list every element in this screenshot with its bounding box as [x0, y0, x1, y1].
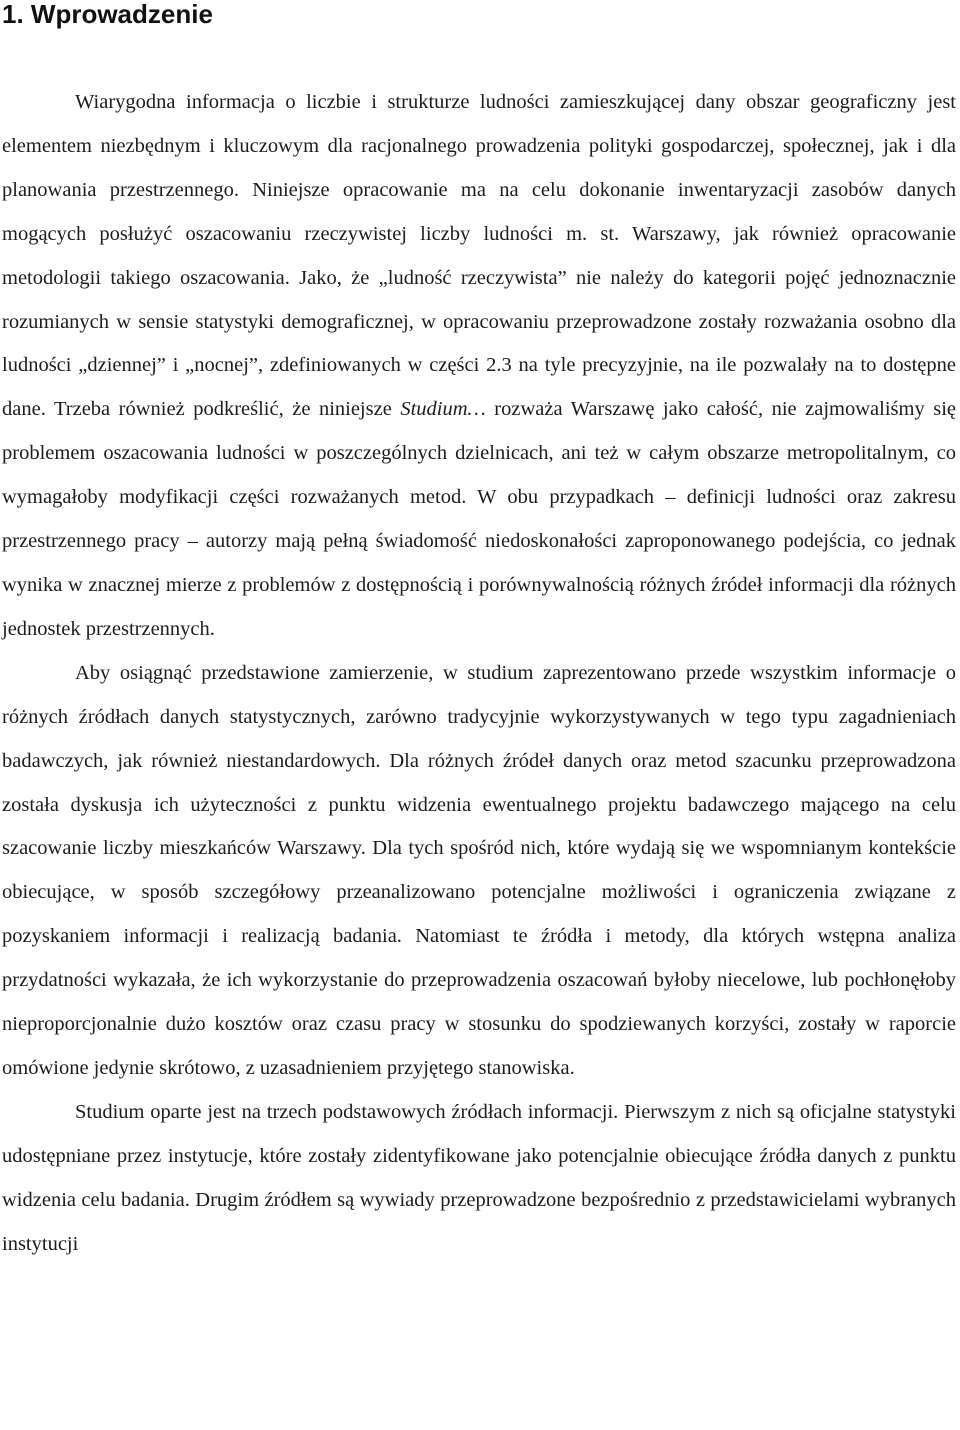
paragraph-1-text: Wiarygodna informacja o liczbie i strukturze ludności zamieszkującej dany obszar geograficzny jest elementem niezbędnym i kluczowym dla racjonalnego prowadzenia polityki gospodarczej, społecznej, jak i dla planowania przestrzennego. Niniejsze opracowanie ma na celu dokonanie inwentaryzacji zasobów danych mogących posłużyć oszacowaniu rzeczywistej liczby ludności m. st. Warszawy, jak również opracowanie metodologii takiego oszacowania. Jako, że „ludność rzeczywista” nie należy do kategorii pojęć jednoznacznie rozumianych w sensie statystyki demograficznej, w opracowaniu przeprowadzone zostały rozważania osobno dla ludności „dziennej” i „nocnej”, zdefiniowanych w części 2.3 na tyle precyzyjnie, na ile pozwalały na to dostępne dane. Trzeba również podkreślić, że niniejsze: [2, 91, 956, 421]
section-body: [2, 81, 956, 1266]
paragraph-1-italic-title: Studium…: [400, 398, 486, 421]
paragraph-1-text-continued: rozważa Warszawę jako całość, nie zajmowaliśmy się problemem oszacowania ludności w poszczególnych dzielnicach, ani też w całym obszarze metropolitalnym, co wymagałoby modyfikacji części rozważanych metod. W obu przypadkach – definicji ludności oraz zakresu przestrzennego pracy – autorzy mają pełną świadomość niedoskonałości zaproponowanego podejścia, co jednak wynika w znacznej mierze z problemów z dostępnością i porównywalnością różnych źródeł informacji dla różnych jednostek przestrzennych.: [2, 398, 956, 640]
paragraph-2: [2, 652, 956, 1091]
paragraph-3: [2, 1091, 956, 1267]
paragraph-3-text: Studium oparte jest na trzech podstawowych źródłach informacji. Pierwszym z nich są oficjalne statystyki udostępniane przez instytucje, które zostały zidentyfikowane jako potencjalnie obiecujące źródła danych z punktu widzenia celu badania. Drugim źródłem są wywiady przeprowadzone bezpośrednio z przedstawicielami wybranych instytucji: [2, 1100, 956, 1255]
paragraph-2-text: Aby osiągnąć przedstawione zamierzenie, w studium zaprezentowano przede wszystkim informacje o różnych źródłach danych statystycznych, zarówno tradycyjnie wykorzystywanych w tego typu zagadnieniach badawczych, jak również niestandardowych. Dla różnych źródeł danych oraz metod szacunku przeprowadzona została dyskusja ich użyteczności z punktu widzenia ewentualnego projektu badawczego mającego na celu szacowanie liczby mieszkańców Warszawy. Dla tych spośród nich, które wydają się we wspomnianym kontekście obiecujące, w sposób szczegółowy przeanalizowano potencjalne możliwości i ograniczenia związane z pozyskaniem informacji i realizacją badania. Natomiast te źródła i metody, dla których wstępna analiza przydatności wykazała, że ich wykorzystanie do przeprowadzenia oszacowań byłoby niecelowe, lub pochłonęłoby nieproporcjonalnie dużo kosztów oraz czasu pracy w stosunku do spodziewanych korzyści, zostały w raporcie omówione jedynie skrótowo, z uzasadnieniem przyjętego stanowiska.: [2, 661, 956, 1079]
section-heading: 1. Wprowadzenie: [2, 0, 213, 29]
paragraph-1: [2, 81, 956, 652]
